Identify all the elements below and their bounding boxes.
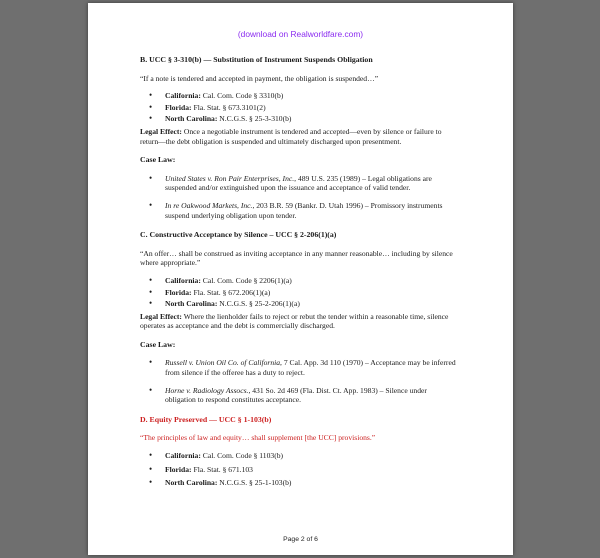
case-name: Russell v. Union Oil Co. of California: [165, 358, 281, 368]
statute-item: [140, 299, 457, 309]
statute-item: [140, 91, 457, 101]
statute-cite: N.C.G.S. § 25-2-206(1)(a): [219, 299, 300, 309]
statute-state: Florida:: [165, 464, 192, 474]
statute-state: Florida:: [165, 102, 192, 112]
case-text: , 203 B.R. 59 (Bankr. D. Utah 1996) – Promissory instruments suspend underlying obligation upon tender.: [165, 200, 443, 220]
statute-cite: N.C.G.S. § 25-3-310(b): [219, 114, 292, 124]
statute-item: [140, 114, 457, 124]
section-d-heading: D. Equity Preserved — UCC § 1-103(b): [140, 414, 272, 424]
section-c-cases: [140, 358, 457, 404]
section-c-quote: “An offer… shall be construed as inviting acceptance in any manner reasonable… including by silence where appropriate.”: [140, 248, 453, 268]
section-c-statutes: [140, 276, 457, 309]
statute-cite: Fla. Stat. § 672.206(1)(a): [193, 287, 271, 297]
statute-state: North Carolina:: [165, 114, 218, 124]
statute-state: California:: [165, 451, 201, 461]
statute-item: [140, 103, 457, 113]
statute-cite: N.C.G.S. § 25-1-103(b): [219, 478, 292, 488]
section-c-heading: C. Constructive Acceptance by Silence – UCC § 2-206(1)(a): [140, 230, 337, 240]
statute-state: North Carolina:: [165, 478, 218, 488]
statute-item: [140, 288, 457, 298]
legal-effect-label: Legal Effect:: [140, 126, 182, 136]
statute-state: North Carolina:: [165, 299, 218, 309]
section-b-case-law-heading: Case Law:: [140, 155, 176, 165]
statute-item: [140, 478, 457, 488]
statute-cite: Cal. Com. Code § 1103(b): [202, 451, 284, 461]
case-item: [140, 201, 457, 220]
statute-cite: Cal. Com. Code § 3310(b): [202, 91, 284, 101]
document-page: [88, 3, 513, 555]
legal-effect-label: Legal Effect:: [140, 311, 182, 321]
statute-state: Florida:: [165, 287, 192, 297]
statute-cite: Fla. Stat. § 671.103: [193, 464, 253, 474]
section-b-heading: B. UCC § 3-310(b) — Substitution of Instrument Suspends Obligation: [140, 55, 373, 64]
statute-item: [140, 465, 457, 475]
statute-item: [140, 276, 457, 286]
case-name: United States v. Ron Pair Enterprises, Inc.: [165, 173, 295, 183]
watermark-link[interactable]: (download on Realworldfare.com): [237, 29, 364, 39]
case-name: In re Oakwood Markets, Inc.: [165, 200, 253, 210]
page-content: [140, 55, 457, 491]
case-text: , 489 U.S. 235 (1989) – Legal obligations are suspended and/or extinguished upon the issuance and acceptance of valid tender.: [165, 173, 432, 193]
statute-state: California:: [165, 275, 201, 285]
section-d-quote: “The principles of law and equity… shall supplement [the UCC] provisions.”: [140, 433, 376, 443]
statute-state: California:: [165, 91, 201, 101]
legal-effect-text: Once a negotiable instrument is tendered and accepted—even by silence or failure to return—the debt obligation is suspended and ultimately discharged upon presentment.: [140, 126, 442, 146]
case-item: [140, 386, 457, 405]
page-number: Page 2 of 6: [283, 536, 318, 543]
statute-cite: Cal. Com. Code § 2206(1)(a): [202, 275, 292, 285]
section-b-cases: [140, 174, 457, 220]
section-c-case-law-heading: Case Law:: [140, 339, 176, 349]
statute-cite: Fla. Stat. § 673.3101(2): [193, 102, 266, 112]
case-name: Horne v. Radiology Assocs.: [165, 385, 249, 395]
section-b-legal-effect: [140, 127, 457, 146]
section-d-statutes: [140, 451, 457, 488]
legal-effect-text: Where the lienholder fails to reject or rebut the tender within a reasonable time, silence operates as acceptance and the debt is commercially discharged.: [140, 311, 449, 331]
section-b-statutes: [140, 91, 457, 124]
statute-item: [140, 451, 457, 461]
case-item: [140, 358, 457, 377]
section-c-legal-effect: [140, 312, 457, 331]
case-item: [140, 174, 457, 193]
case-text: , 7 Cal. App. 3d 110 (1970) – Acceptance may be inferred from silence if the offeree has a duty to reject.: [165, 358, 456, 378]
case-text: , 431 So. 2d 469 (Fla. Dist. Ct. App. 1983) – Silence under obligation to respond constitutes acceptance.: [165, 385, 427, 405]
section-b-quote: “If a note is tendered and accepted in payment, the obligation is suspended…”: [140, 73, 379, 83]
